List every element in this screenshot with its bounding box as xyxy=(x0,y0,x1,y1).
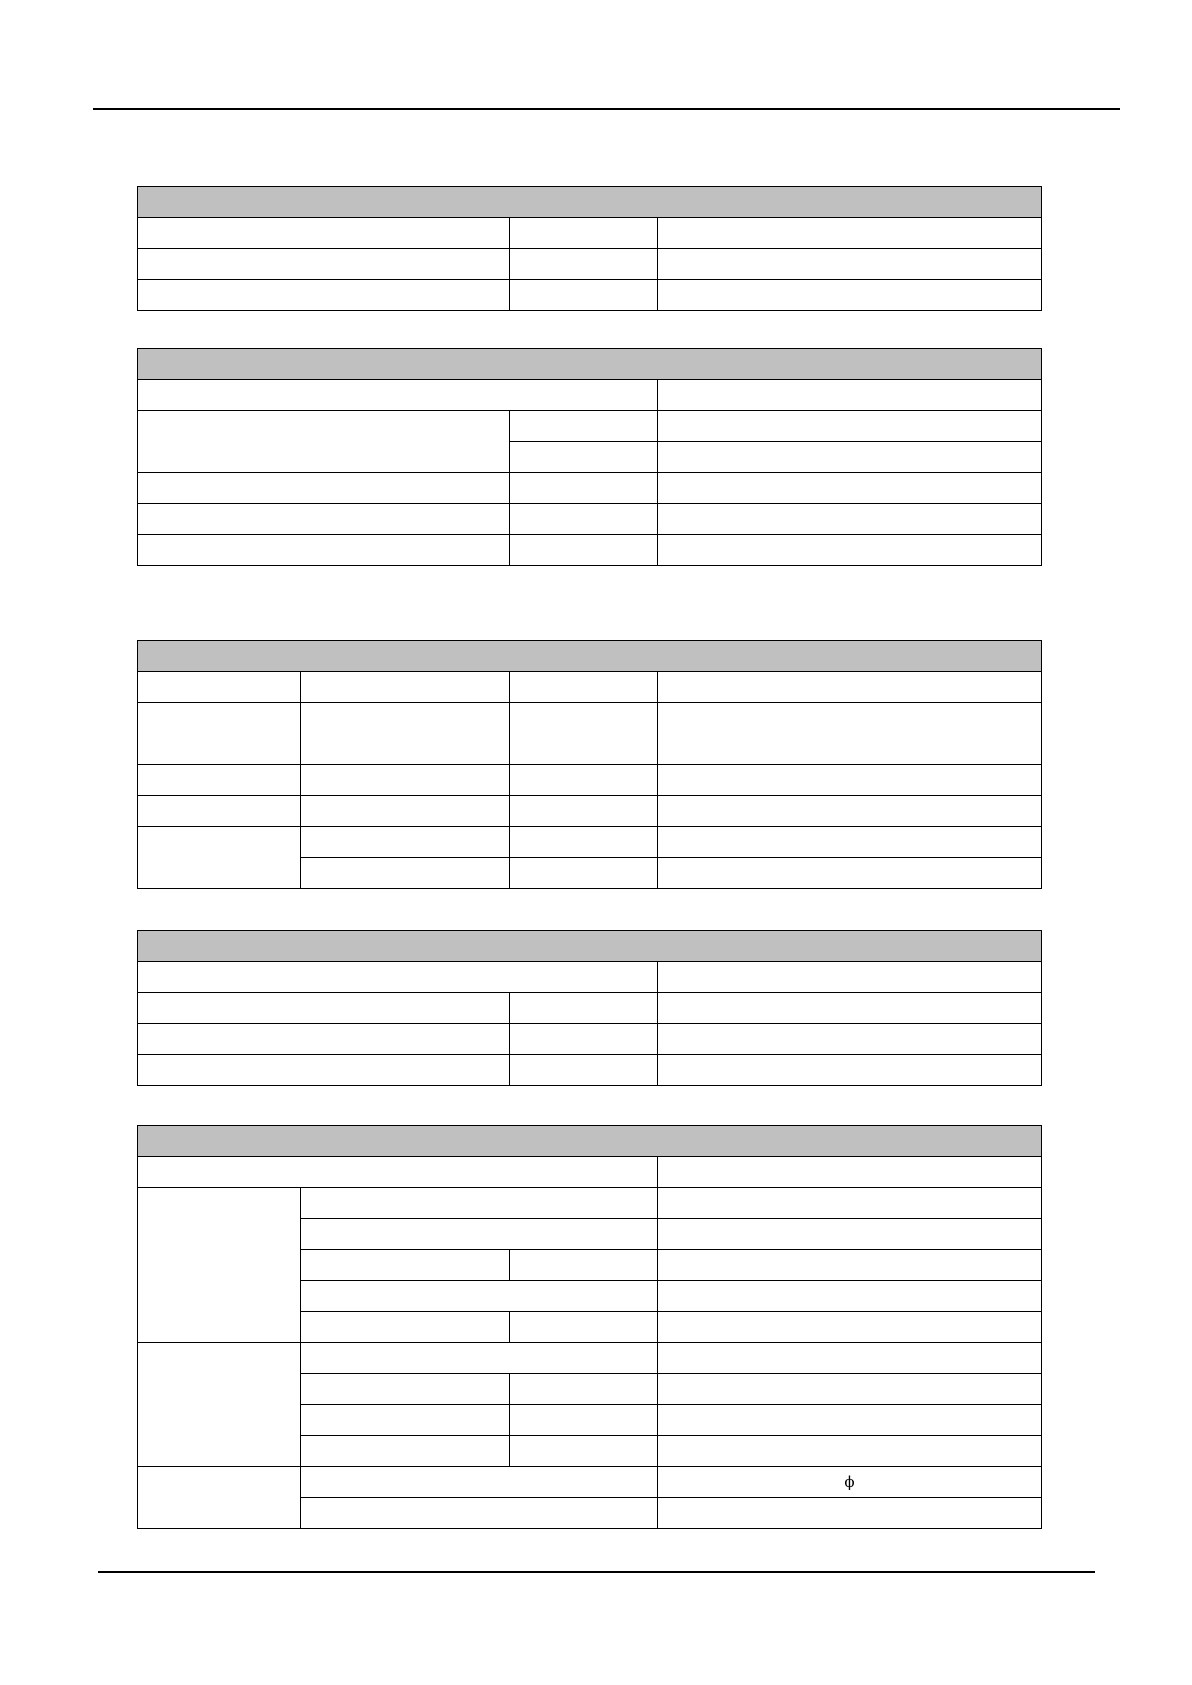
table-cell xyxy=(658,1024,1042,1055)
phi-symbol: ϕ xyxy=(844,1473,855,1491)
table-row xyxy=(138,962,1042,993)
table-cell xyxy=(658,1436,1042,1467)
table-cell xyxy=(138,962,658,993)
table-row xyxy=(138,249,1042,280)
table-row xyxy=(138,380,1042,411)
table-header-row xyxy=(138,641,1042,672)
table-cell xyxy=(658,703,1042,765)
table-cell xyxy=(658,1343,1042,1374)
table-cell xyxy=(138,411,510,473)
table-cell xyxy=(301,672,510,703)
table-row xyxy=(138,504,1042,535)
table-row xyxy=(138,1157,1042,1188)
table-cell xyxy=(510,1250,658,1281)
footer-rule xyxy=(98,1571,1095,1573)
table-cell xyxy=(658,1281,1042,1312)
table-cell xyxy=(658,1467,1042,1498)
table-cell xyxy=(138,1024,510,1055)
table-cell xyxy=(301,858,510,889)
table-cell xyxy=(658,1250,1042,1281)
table-cell xyxy=(658,535,1042,566)
table-row xyxy=(138,1024,1042,1055)
table-cell xyxy=(510,442,658,473)
table-row xyxy=(138,765,1042,796)
spec-table-4 xyxy=(137,930,1042,1086)
table-cell xyxy=(658,1498,1042,1529)
table-header-row xyxy=(138,187,1042,218)
table-cell xyxy=(658,858,1042,889)
table-header xyxy=(138,187,1042,218)
table-cell xyxy=(510,858,658,889)
table-cell xyxy=(510,703,658,765)
table-cell xyxy=(138,249,510,280)
table-cell xyxy=(138,473,510,504)
table-cell xyxy=(301,1343,658,1374)
table-row xyxy=(138,1188,1042,1219)
table-row xyxy=(138,535,1042,566)
table-cell xyxy=(510,1405,658,1436)
table-cell xyxy=(658,504,1042,535)
table-cell xyxy=(510,249,658,280)
table-cell xyxy=(301,1188,658,1219)
table-cell xyxy=(138,1055,510,1086)
table-cell xyxy=(138,1467,301,1529)
table-row xyxy=(138,411,1042,442)
spec-table-5 xyxy=(137,1125,1042,1529)
table-cell xyxy=(301,1281,658,1312)
spec-table-3 xyxy=(137,640,1042,889)
table-cell xyxy=(510,1055,658,1086)
table-cell xyxy=(301,703,510,765)
table-cell xyxy=(658,796,1042,827)
table-cell xyxy=(510,1312,658,1343)
table-cell xyxy=(658,962,1042,993)
table-cell xyxy=(510,672,658,703)
table-cell xyxy=(301,1436,510,1467)
table-cell xyxy=(138,827,301,889)
spec-table-1 xyxy=(137,186,1042,311)
table-cell xyxy=(658,993,1042,1024)
table-row xyxy=(138,280,1042,311)
table-cell xyxy=(658,473,1042,504)
table-cell xyxy=(658,1188,1042,1219)
table-cell xyxy=(510,535,658,566)
spec-table-2 xyxy=(137,348,1042,566)
table-cell xyxy=(510,280,658,311)
table-cell xyxy=(510,993,658,1024)
table-cell xyxy=(658,1405,1042,1436)
table-cell xyxy=(510,1436,658,1467)
table-header-row xyxy=(138,1126,1042,1157)
table-row xyxy=(138,672,1042,703)
table-cell xyxy=(301,796,510,827)
table-header xyxy=(138,349,1042,380)
table-row xyxy=(138,218,1042,249)
table-cell xyxy=(510,218,658,249)
table-cell xyxy=(138,535,510,566)
table-cell xyxy=(138,380,658,411)
table-cell xyxy=(138,703,301,765)
table-row xyxy=(138,1055,1042,1086)
table-cell xyxy=(658,249,1042,280)
table-cell xyxy=(301,765,510,796)
table-row xyxy=(138,473,1042,504)
table-cell xyxy=(658,280,1042,311)
table-cell xyxy=(658,1157,1042,1188)
table-cell xyxy=(658,765,1042,796)
table-cell xyxy=(138,1157,658,1188)
table-cell xyxy=(138,796,301,827)
table-cell xyxy=(510,1024,658,1055)
table-cell xyxy=(301,1405,510,1436)
table-row xyxy=(138,1343,1042,1374)
table-row xyxy=(138,1467,1042,1498)
table-cell xyxy=(510,411,658,442)
table-cell xyxy=(658,1055,1042,1086)
table-header xyxy=(138,641,1042,672)
table-cell xyxy=(301,1312,510,1343)
table-cell xyxy=(658,1219,1042,1250)
table-header-row xyxy=(138,349,1042,380)
table-row xyxy=(138,703,1042,765)
table-cell xyxy=(301,1498,658,1529)
table-cell xyxy=(301,1219,658,1250)
table-row xyxy=(138,796,1042,827)
table-cell xyxy=(510,827,658,858)
table-header xyxy=(138,1126,1042,1157)
table-cell xyxy=(510,473,658,504)
table-cell xyxy=(138,1188,301,1343)
table-cell xyxy=(138,1343,301,1467)
table-cell xyxy=(658,1374,1042,1405)
table-cell xyxy=(658,218,1042,249)
table-cell xyxy=(510,1374,658,1405)
table-cell xyxy=(510,504,658,535)
table-cell xyxy=(138,672,301,703)
table-cell xyxy=(658,1312,1042,1343)
table-cell xyxy=(138,993,510,1024)
table-cell xyxy=(301,1374,510,1405)
table-cell xyxy=(510,796,658,827)
table-cell xyxy=(658,411,1042,442)
table-cell xyxy=(658,827,1042,858)
table-cell xyxy=(138,765,301,796)
table-cell xyxy=(138,280,510,311)
table-cell xyxy=(658,442,1042,473)
table-cell xyxy=(301,1467,658,1498)
table-row xyxy=(138,993,1042,1024)
header-rule xyxy=(93,108,1120,110)
table-cell xyxy=(658,672,1042,703)
table-cell xyxy=(658,380,1042,411)
table-header xyxy=(138,931,1042,962)
table-header-row xyxy=(138,931,1042,962)
table-cell xyxy=(301,827,510,858)
table-cell xyxy=(138,504,510,535)
table-cell xyxy=(301,1250,510,1281)
table-row xyxy=(138,827,1042,858)
table-cell xyxy=(510,765,658,796)
table-cell xyxy=(138,218,510,249)
